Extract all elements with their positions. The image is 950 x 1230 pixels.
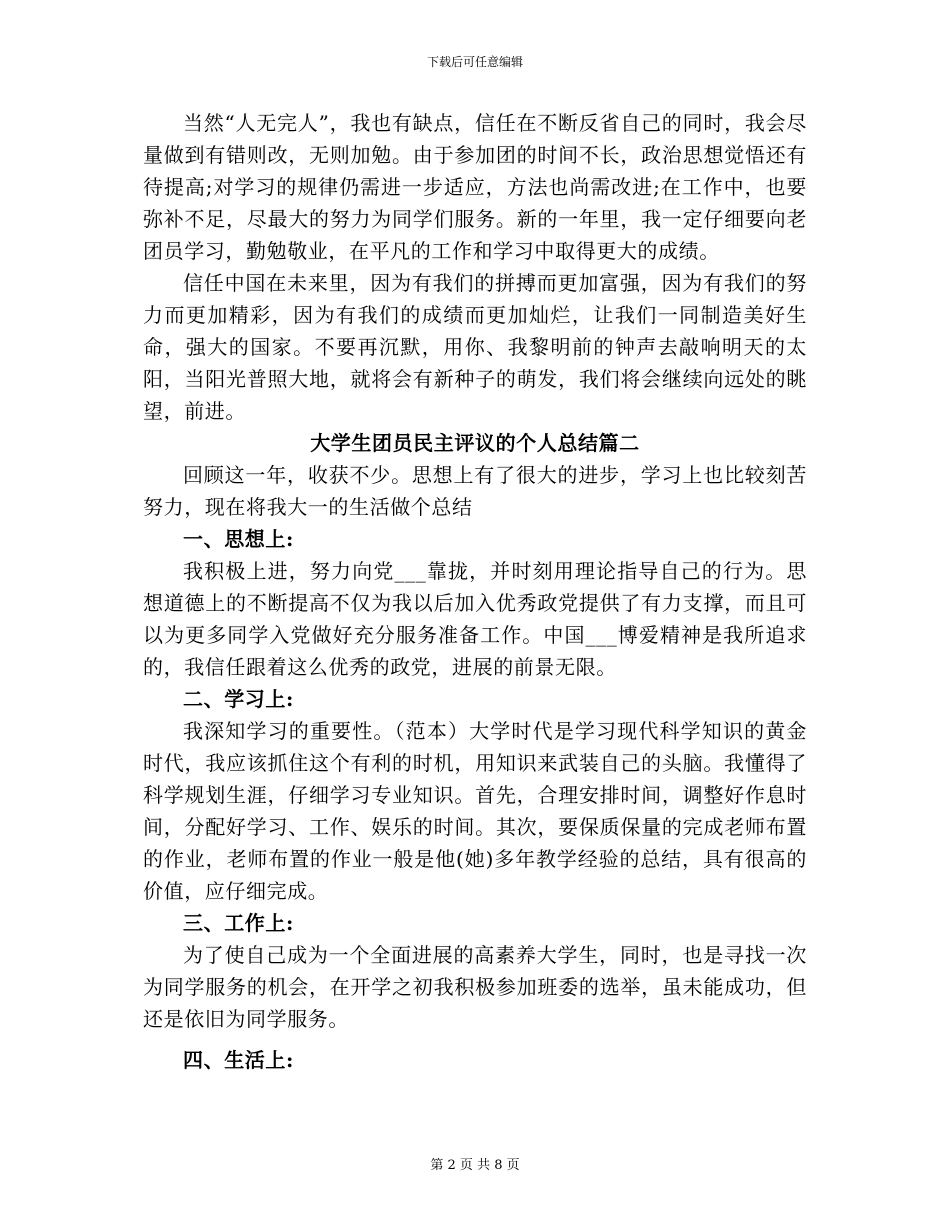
page-header: 下载后可任意编辑 (426, 55, 523, 69)
paragraph-study: 我深知学习的重要性。（范本）大学时代是学习现代科学知识的黄金时代，我应该抓住这个有利的时机，用知识来武装自己的头脑。我懂得了科学规划生涯，仔细学习专业知识。首先，合理安排时间，调整好作息时间，分配好学习、工作、娱乐的时间。其次，要保质保量的完成老师布置的作业，老师布置的作业一般是他(她)多年教学经验的总结，具有很高的价值，应仔细完成。 (143, 719, 807, 903)
heading-life: 四、生活上: (183, 1048, 294, 1072)
heading-work: 三、工作上: (183, 911, 294, 935)
paragraph-work: 为了使自己成为一个全面进展的高素养大学生，同时，也是寻找一次为同学服务的机会，在开学之初我积极参加班委的选举，虽未能成功，但还是依旧为同学服务。 (143, 943, 807, 1031)
paragraph-thought: 我积极上进，努力向党___靠拢，并时刻用理论指导自己的行为。思想道德上的不断提高不仅为我以后加入优秀政党提供了有力支撑，而且可以为更多同学入党做好充分服务准备工作。中国___博爱精神是我所追求的，我信任跟着这么优秀的政党，进展的前景无限。 (143, 559, 807, 679)
page-footer: 第 2 页 共 8 页 (430, 1158, 520, 1173)
spacer (143, 1035, 807, 1044)
paragraph-future: 信任中国在未来里，因为有我们的拼搏而更加富强，因为有我们的努力而更加精彩，因为有我们的成绩而更加灿烂，让我们一同制造美好生命，强大的国家。不要再沉默，用你、我黎明前的钟声去敲响明天的太阳，当阳光普照大地，就将会有新种子的萌发，我们将会继续向远处的眺望，前进。 (143, 271, 807, 423)
section-title: 大学生团员民主评议的个人总结篇二 (310, 431, 640, 455)
intro-paragraph: 回顾这一年，收获不少。思想上有了很大的进步，学习上也比较刻苦努力，现在将我大一的生活做个总结 (143, 463, 807, 519)
document-body (143, 107, 807, 1076)
heading-thought: 一、思想上: (183, 527, 294, 551)
heading-study: 二、学习上: (183, 687, 294, 711)
paragraph-shortcomings: 当然“人无完人”，我也有缺点，信任在不断反省自己的同时，我会尽量做到有错则改，无则加勉。由于参加团的时间不长，政治思想觉悟还有待提高;对学习的规律仍需进一步适应，方法也尚需改进;在工作中，也要弥补不足，尽最大的努力为同学们服务。新的一年里，我一定仔细要向老团员学习，勤勉敬业，在平凡的工作和学习中取得更大的成绩。 (143, 111, 807, 263)
